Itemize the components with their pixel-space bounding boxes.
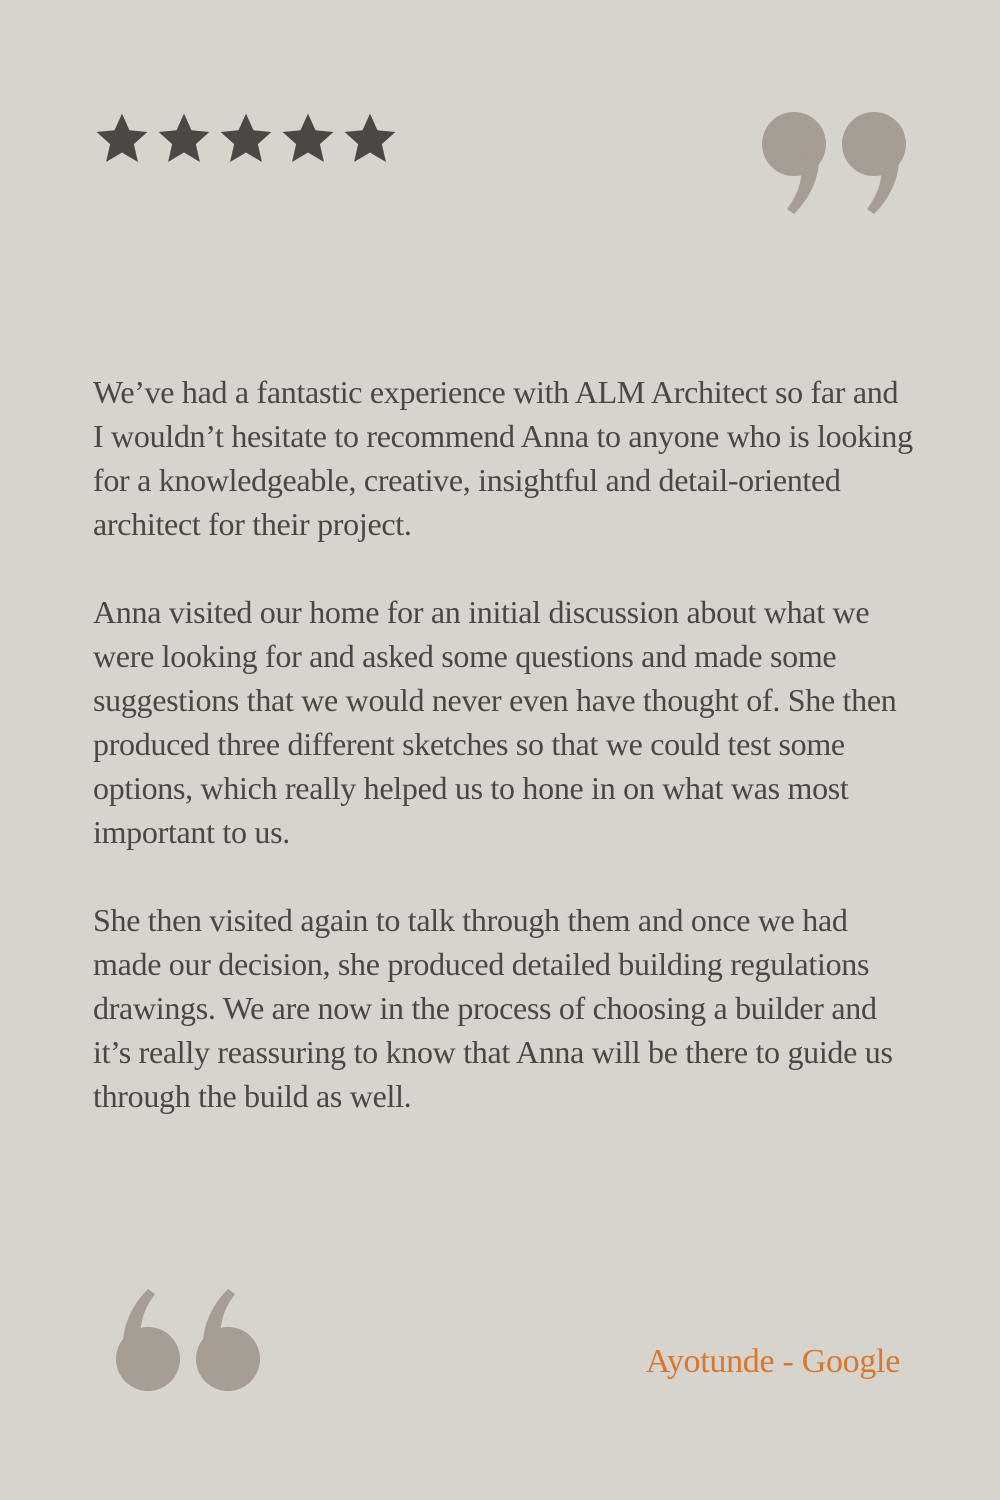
closing-quote-icon [760, 110, 910, 220]
star-rating [93, 110, 399, 168]
review-paragraph: We’ve had a fantastic experience with ALM Architect so far and I wouldn’t hesitate to recommend Anna to anyone who is looking for a knowledgeable, creative, insightful and detail-oriented architect for their project. [93, 374, 913, 542]
review-paragraph: Anna visited our home for an initial discussion about what we were looking for and asked some questions and made some suggestions that we would never even have thought of. She then produced three different sketches so that we could test some options, which really helped us to hone in on what was most important to us. [93, 594, 897, 850]
opening-quote-icon [112, 1283, 262, 1393]
review-text [93, 370, 913, 1162]
star-icon [155, 110, 213, 168]
star-icon [279, 110, 337, 168]
star-icon [217, 110, 275, 168]
star-icon [341, 110, 399, 168]
review-paragraph: She then visited again to talk through them and once we had made our decision, she produced detailed building regulations drawings. We are now in the process of choosing a builder and it’s really reassuring to know that Anna will be there to guide us through the build as well. [93, 902, 893, 1114]
star-icon [93, 110, 151, 168]
review-author: Ayotunde - Google [645, 1343, 900, 1380]
